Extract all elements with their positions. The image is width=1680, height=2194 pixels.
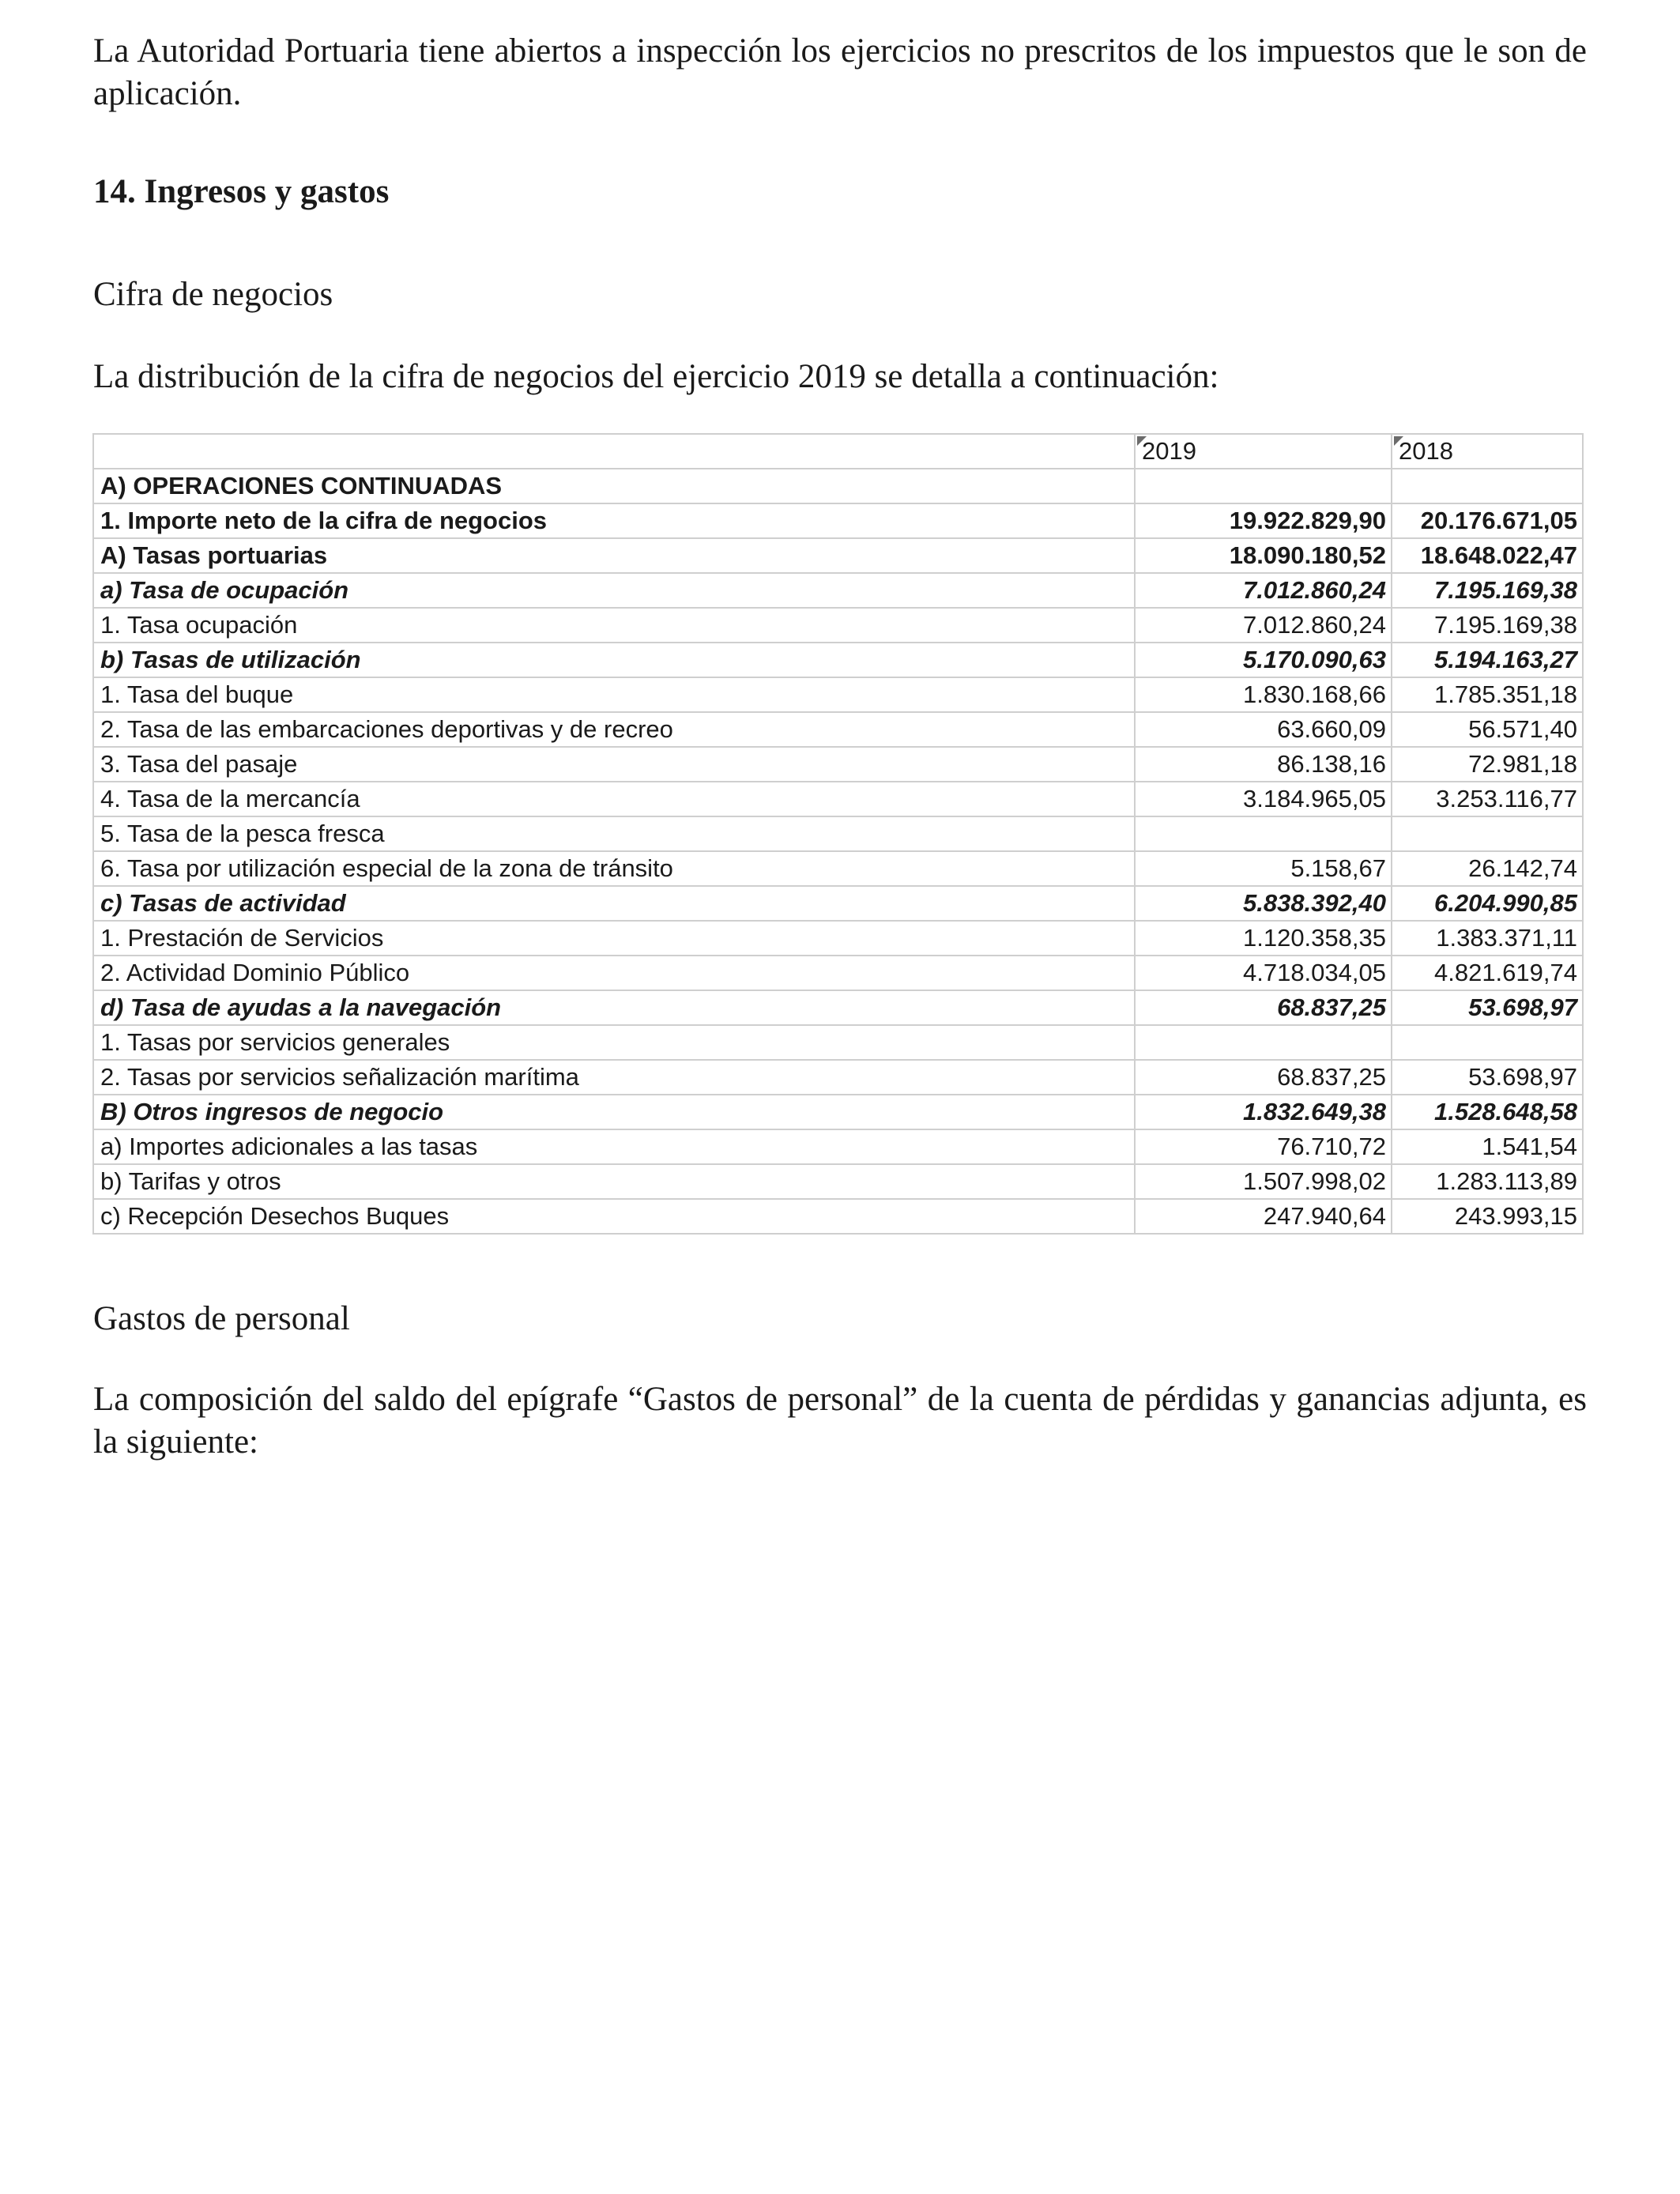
- row-label: 4. Tasa de la mercancía: [93, 782, 1135, 816]
- row-value-2018: 53.698,97: [1392, 990, 1583, 1025]
- table-row: [93, 1095, 1583, 1129]
- row-value-2019: 19.922.829,90: [1135, 503, 1392, 538]
- table-row: [93, 1164, 1583, 1199]
- row-label: 1. Tasa ocupación: [93, 608, 1135, 643]
- revenue-table: [92, 433, 1584, 1235]
- row-value-2018: 4.821.619,74: [1392, 956, 1583, 990]
- row-value-2018: 7.195.169,38: [1392, 608, 1583, 643]
- row-value-2018: [1392, 1025, 1583, 1060]
- row-label: 1. Tasa del buque: [93, 677, 1135, 712]
- row-label: A) Tasas portuarias: [93, 538, 1135, 573]
- row-value-2018: 7.195.169,38: [1392, 573, 1583, 608]
- row-value-2019: 5.158,67: [1135, 851, 1392, 886]
- row-value-2019: 7.012.860,24: [1135, 608, 1392, 643]
- row-value-2019: 5.838.392,40: [1135, 886, 1392, 921]
- table-row: [93, 643, 1583, 677]
- table-row: [93, 608, 1583, 643]
- row-label: 1. Importe neto de la cifra de negocios: [93, 503, 1135, 538]
- row-label: b) Tarifas y otros: [93, 1164, 1135, 1199]
- row-value-2019: 63.660,09: [1135, 712, 1392, 747]
- table-row: [93, 990, 1583, 1025]
- row-label: a) Tasa de ocupación: [93, 573, 1135, 608]
- table-row: [93, 816, 1583, 851]
- header-year-2018: 2018: [1392, 434, 1583, 469]
- comment-marker-icon: [1394, 436, 1403, 446]
- table-row: [93, 573, 1583, 608]
- table-row: [93, 677, 1583, 712]
- row-label: A) OPERACIONES CONTINUADAS: [93, 469, 1135, 503]
- comment-marker-icon: [1137, 436, 1147, 446]
- row-value-2018: 6.204.990,85: [1392, 886, 1583, 921]
- table-row: [93, 747, 1583, 782]
- table-row: [93, 921, 1583, 956]
- row-label: B) Otros ingresos de negocio: [93, 1095, 1135, 1129]
- row-value-2019: 68.837,25: [1135, 990, 1392, 1025]
- table-row: [93, 1199, 1583, 1234]
- row-label: d) Tasa de ayudas a la navegación: [93, 990, 1135, 1025]
- row-label: 2. Tasas por servicios señalización marítima: [93, 1060, 1135, 1095]
- row-value-2019: 1.830.168,66: [1135, 677, 1392, 712]
- row-value-2019: [1135, 1025, 1392, 1060]
- row-label: 3. Tasa del pasaje: [93, 747, 1135, 782]
- row-value-2018: [1392, 469, 1583, 503]
- personal-paragraph: La composición del saldo del epígrafe “Gastos de personal” de la cuenta de pérdidas y ganancias adjunta, es la siguiente:: [93, 1381, 1587, 1461]
- row-label: 5. Tasa de la pesca fresca: [93, 816, 1135, 851]
- row-label: c) Recepción Desechos Buques: [93, 1199, 1135, 1234]
- row-value-2019: [1135, 469, 1392, 503]
- row-value-2018: 3.253.116,77: [1392, 782, 1583, 816]
- table-row: [93, 956, 1583, 990]
- row-value-2018: 243.993,15: [1392, 1199, 1583, 1234]
- row-label: c) Tasas de actividad: [93, 886, 1135, 921]
- table-row: [93, 503, 1583, 538]
- row-value-2019: 1.832.649,38: [1135, 1095, 1392, 1129]
- section-title: 14. Ingresos y gastos: [93, 173, 390, 210]
- row-value-2019: 76.710,72: [1135, 1129, 1392, 1164]
- row-value-2018: 1.383.371,11: [1392, 921, 1583, 956]
- header-year-2019: 2019: [1135, 434, 1392, 469]
- row-value-2018: 18.648.022,47: [1392, 538, 1583, 573]
- row-value-2018: 20.176.671,05: [1392, 503, 1583, 538]
- row-value-2019: [1135, 816, 1392, 851]
- row-value-2019: 5.170.090,63: [1135, 643, 1392, 677]
- table-row: [93, 886, 1583, 921]
- row-value-2018: 26.142,74: [1392, 851, 1583, 886]
- section-lead: La distribución de la cifra de negocios del ejercicio 2019 se detalla a continuación:: [93, 358, 1219, 395]
- table-row: [93, 851, 1583, 886]
- row-value-2019: 86.138,16: [1135, 747, 1392, 782]
- row-label: a) Importes adicionales a las tasas: [93, 1129, 1135, 1164]
- table-row: [93, 469, 1583, 503]
- row-value-2019: 7.012.860,24: [1135, 573, 1392, 608]
- row-value-2019: 1.507.998,02: [1135, 1164, 1392, 1199]
- row-value-2019: 18.090.180,52: [1135, 538, 1392, 573]
- row-value-2019: 1.120.358,35: [1135, 921, 1392, 956]
- row-label: 6. Tasa por utilización especial de la zona de tránsito: [93, 851, 1135, 886]
- table-row: [93, 538, 1583, 573]
- row-value-2018: 72.981,18: [1392, 747, 1583, 782]
- row-value-2019: 247.940,64: [1135, 1199, 1392, 1234]
- row-label: 2. Actividad Dominio Público: [93, 956, 1135, 990]
- row-value-2018: 1.541,54: [1392, 1129, 1583, 1164]
- header-label-cell: [93, 434, 1135, 469]
- row-value-2018: 1.785.351,18: [1392, 677, 1583, 712]
- row-value-2018: 5.194.163,27: [1392, 643, 1583, 677]
- row-value-2019: 3.184.965,05: [1135, 782, 1392, 816]
- row-value-2018: 1.528.648,58: [1392, 1095, 1583, 1129]
- intro-paragraph: La Autoridad Portuaria tiene abiertos a inspección los ejercicios no prescritos de los impuestos que le son de aplicación.: [93, 32, 1587, 112]
- table-header-row: [93, 434, 1583, 469]
- row-value-2018: 53.698,97: [1392, 1060, 1583, 1095]
- table-row: [93, 782, 1583, 816]
- row-value-2019: 4.718.034,05: [1135, 956, 1392, 990]
- row-label: 2. Tasa de las embarcaciones deportivas y de recreo: [93, 712, 1135, 747]
- personal-subtitle: Gastos de personal: [93, 1300, 350, 1337]
- section-subtitle: Cifra de negocios: [93, 276, 333, 313]
- row-label: 1. Tasas por servicios generales: [93, 1025, 1135, 1060]
- row-label: b) Tasas de utilización: [93, 643, 1135, 677]
- table-row: [93, 1060, 1583, 1095]
- row-value-2018: 1.283.113,89: [1392, 1164, 1583, 1199]
- table-row: [93, 712, 1583, 747]
- row-value-2019: 68.837,25: [1135, 1060, 1392, 1095]
- table-row: [93, 1129, 1583, 1164]
- row-value-2018: [1392, 816, 1583, 851]
- table-row: [93, 1025, 1583, 1060]
- row-value-2018: 56.571,40: [1392, 712, 1583, 747]
- row-label: 1. Prestación de Servicios: [93, 921, 1135, 956]
